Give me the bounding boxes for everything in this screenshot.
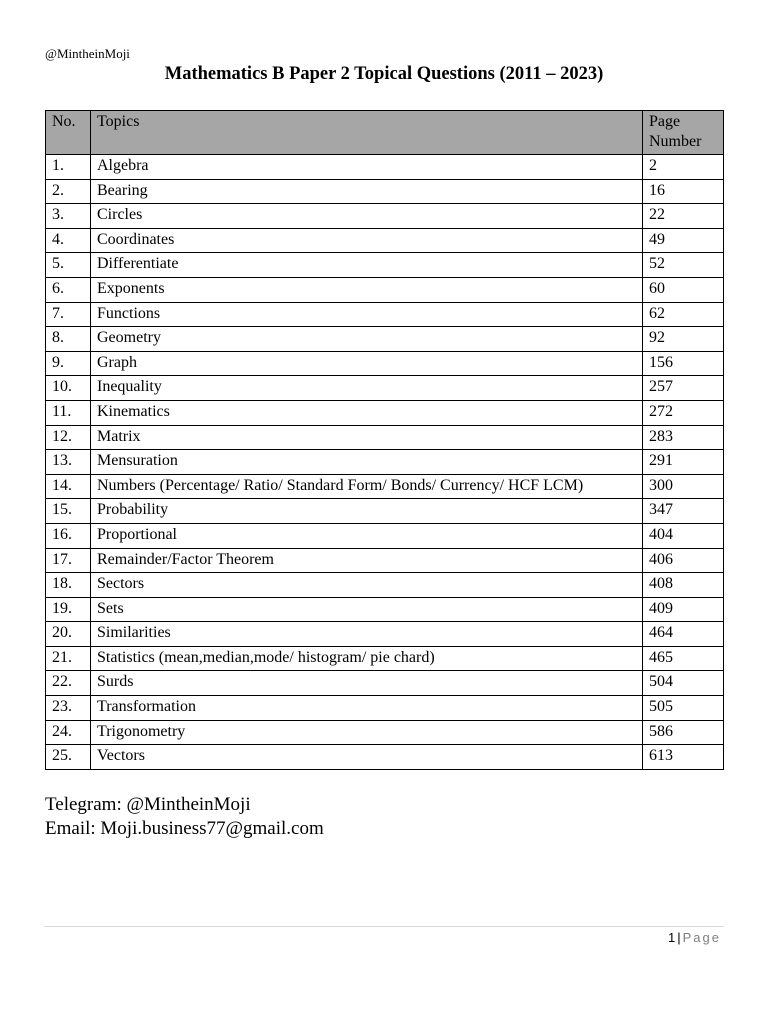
email-contact: Email: Moji.business77@gmail.com [45,818,324,839]
header-page-number: Page Number [643,111,724,155]
row-page-number: 16 [643,179,724,204]
row-number: 14. [46,474,91,499]
row-topic: Surds [91,671,643,696]
row-page-number: 49 [643,228,724,253]
table-row [46,302,724,327]
row-topic: Exponents [91,277,643,302]
row-number: 13. [46,450,91,475]
row-topic: Sets [91,597,643,622]
row-topic: Inequality [91,376,643,401]
row-topic: Sectors [91,573,643,598]
row-page-number: 504 [643,671,724,696]
row-page-number: 52 [643,253,724,278]
table-row [46,499,724,524]
row-number: 6. [46,277,91,302]
row-number: 9. [46,351,91,376]
row-number: 4. [46,228,91,253]
table-row [46,425,724,450]
telegram-contact: Telegram: @MintheinMoji [45,794,251,815]
row-number: 17. [46,548,91,573]
row-page-number: 62 [643,302,724,327]
author-handle: @MintheinMoji [45,46,130,61]
table-body [46,155,724,770]
row-topic: Coordinates [91,228,643,253]
row-topic: Geometry [91,327,643,352]
row-number: 2. [46,179,91,204]
table-row [46,720,724,745]
row-number: 8. [46,327,91,352]
page-number: 1 [668,930,676,945]
row-topic: Remainder/Factor Theorem [91,548,643,573]
topics-table [45,110,724,770]
row-topic: Proportional [91,523,643,548]
table-row [46,376,724,401]
table-row [46,622,724,647]
table-row [46,277,724,302]
table-row [46,573,724,598]
row-number: 5. [46,253,91,278]
document-title: Mathematics B Paper 2 Topical Questions (2011 – 2023) [164,64,604,84]
table-row [46,253,724,278]
footer-divider [44,926,724,927]
table-row [46,548,724,573]
table-row [46,745,724,770]
contact-block [45,793,324,841]
row-topic: Trigonometry [91,720,643,745]
row-number: 18. [46,573,91,598]
row-page-number: 409 [643,597,724,622]
row-number: 20. [46,622,91,647]
header-no: No. [46,111,91,155]
row-page-number: 465 [643,646,724,671]
row-topic: Transformation [91,696,643,721]
row-page-number: 92 [643,327,724,352]
row-page-number: 291 [643,450,724,475]
table-row [46,671,724,696]
table-row [46,696,724,721]
row-topic: Similarities [91,622,643,647]
row-number: 25. [46,745,91,770]
footer-separator: | [677,930,681,945]
row-topic: Functions [91,302,643,327]
row-page-number: 2 [643,155,724,180]
row-page-number: 156 [643,351,724,376]
table-row [46,228,724,253]
table-row [46,646,724,671]
table-row [46,351,724,376]
row-number: 10. [46,376,91,401]
page-label: Page [682,930,721,945]
row-topic: Graph [91,351,643,376]
row-topic: Mensuration [91,450,643,475]
row-number: 1. [46,155,91,180]
row-page-number: 464 [643,622,724,647]
page-footer [668,930,721,945]
table-row [46,327,724,352]
row-number: 11. [46,400,91,425]
row-number: 24. [46,720,91,745]
row-topic: Numbers (Percentage/ Ratio/ Standard Form/ Bonds/ Currency/ HCF LCM) [91,474,643,499]
table-row [46,400,724,425]
row-topic: Probability [91,499,643,524]
row-page-number: 613 [643,745,724,770]
table-row [46,523,724,548]
row-topic: Differentiate [91,253,643,278]
row-number: 21. [46,646,91,671]
table-row [46,450,724,475]
row-number: 16. [46,523,91,548]
row-page-number: 272 [643,400,724,425]
row-page-number: 257 [643,376,724,401]
row-number: 3. [46,204,91,229]
row-topic: Matrix [91,425,643,450]
row-page-number: 300 [643,474,724,499]
table-header-row [46,111,724,155]
table-row [46,597,724,622]
row-topic: Statistics (mean,median,mode/ histogram/ pie chard) [91,646,643,671]
row-number: 15. [46,499,91,524]
row-page-number: 283 [643,425,724,450]
table-row [46,474,724,499]
row-topic: Algebra [91,155,643,180]
row-number: 12. [46,425,91,450]
row-page-number: 406 [643,548,724,573]
table-row [46,204,724,229]
row-page-number: 347 [643,499,724,524]
row-topic: Bearing [91,179,643,204]
row-number: 19. [46,597,91,622]
row-number: 22. [46,671,91,696]
row-topic: Kinematics [91,400,643,425]
row-page-number: 404 [643,523,724,548]
row-number: 23. [46,696,91,721]
row-topic: Circles [91,204,643,229]
row-page-number: 408 [643,573,724,598]
table-row [46,179,724,204]
row-page-number: 60 [643,277,724,302]
header-topics: Topics [91,111,643,155]
table-row [46,155,724,180]
row-topic: Vectors [91,745,643,770]
row-number: 7. [46,302,91,327]
row-page-number: 586 [643,720,724,745]
row-page-number: 505 [643,696,724,721]
row-page-number: 22 [643,204,724,229]
